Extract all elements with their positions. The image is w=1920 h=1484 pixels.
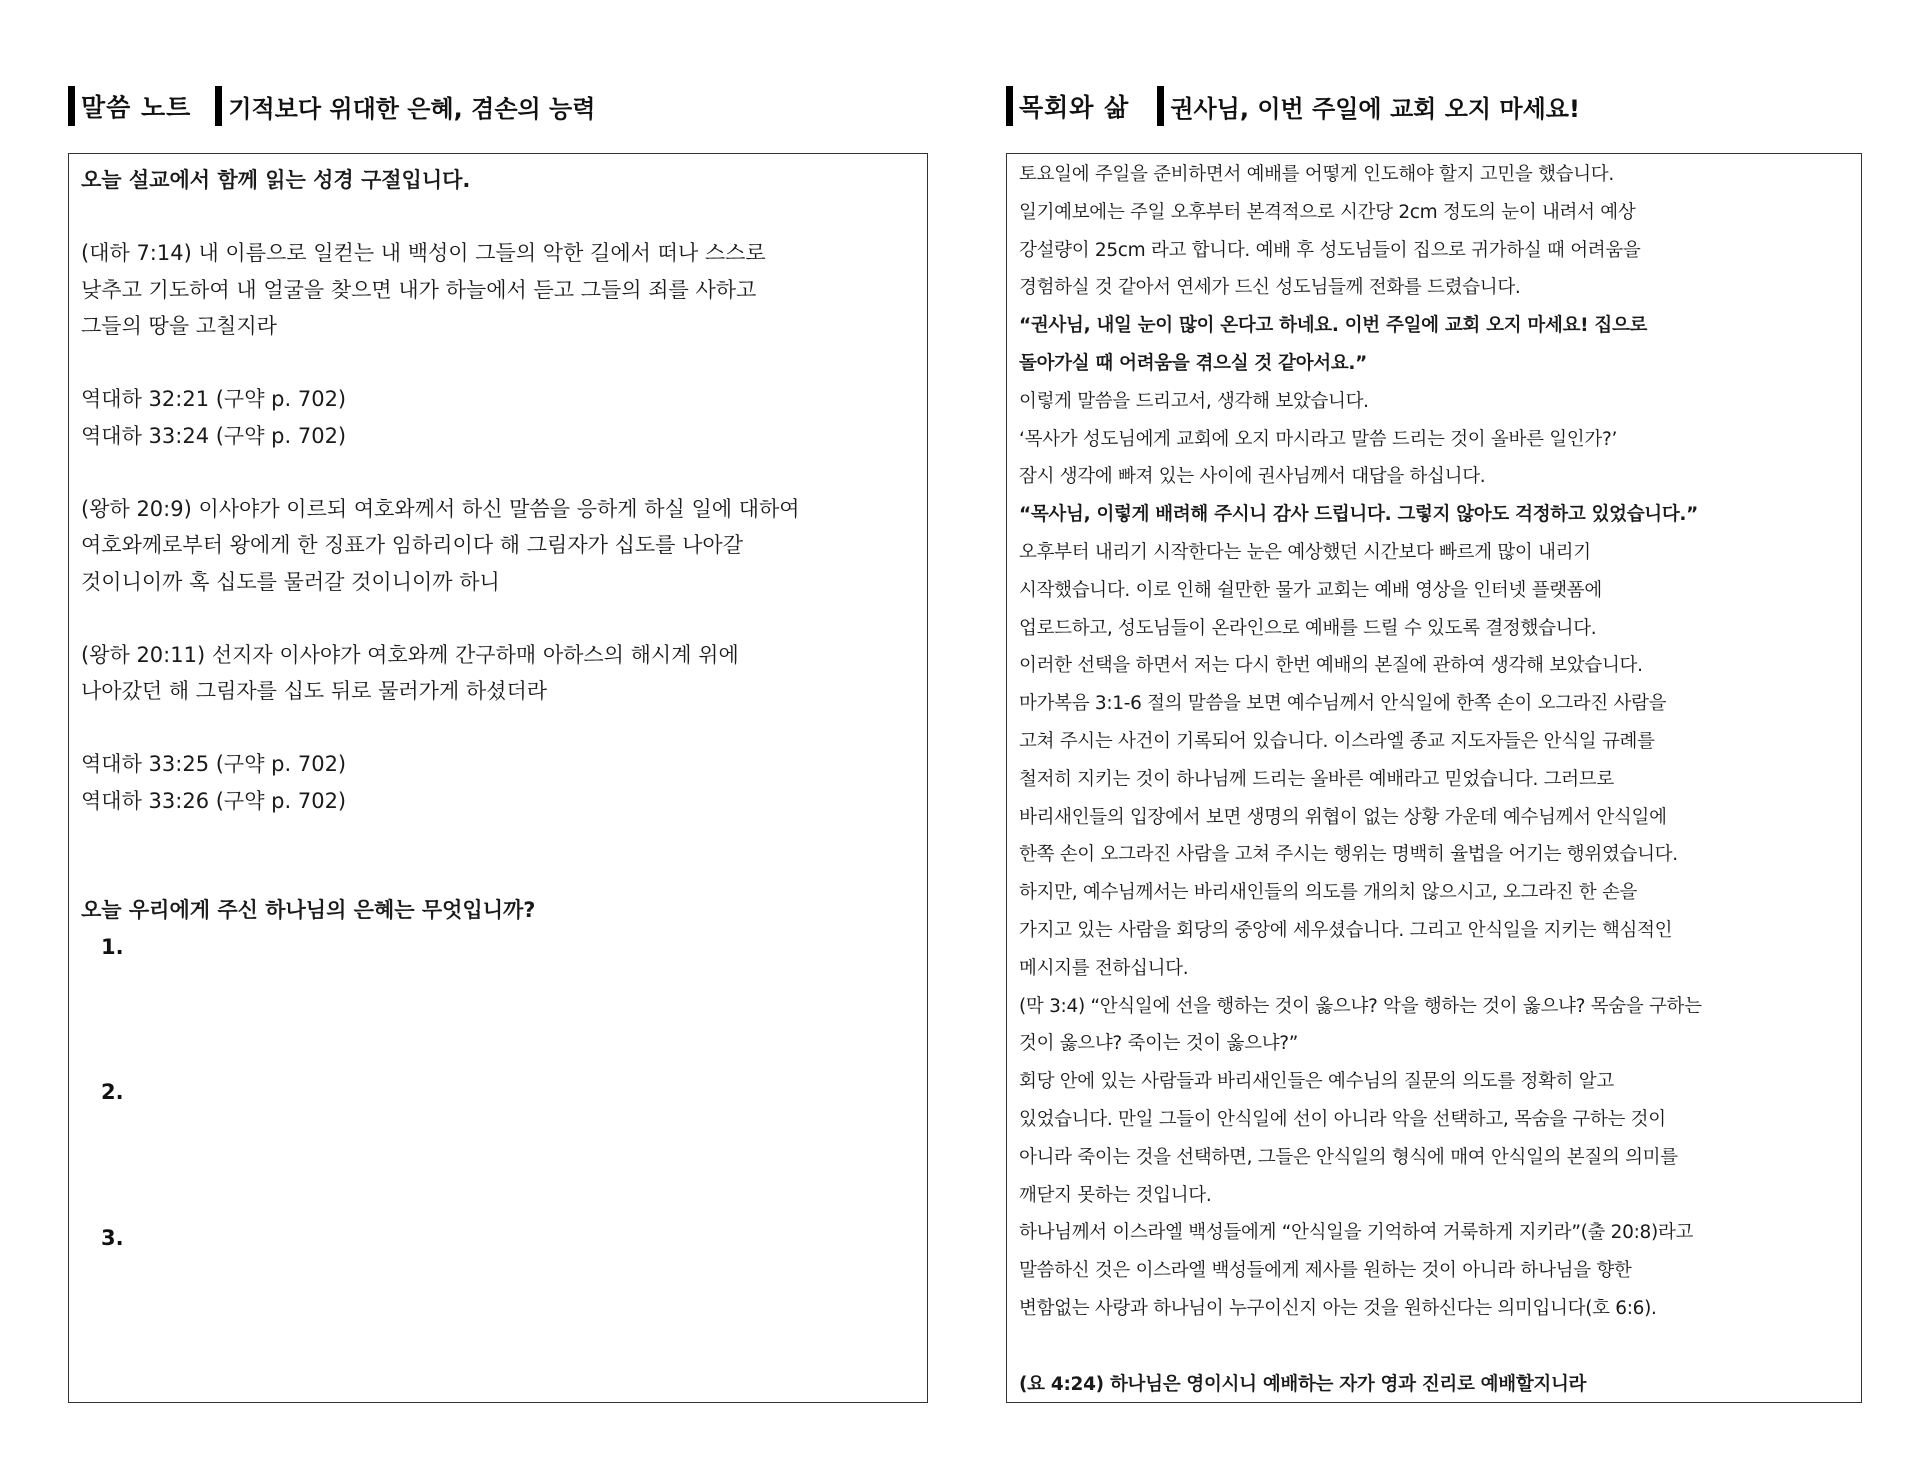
section-label: 말씀 노트 xyxy=(81,93,192,122)
article-line: ‘목사가 성도님에게 교회에 오지 마시라고 말씀 드리는 것이 올바른 일인가?’ xyxy=(1019,428,1618,450)
passage-line: 그들의 땅을 고칠지라 xyxy=(81,314,277,338)
article-line: 업로드하고, 성도님들이 온라인으로 예배를 드릴 수 있도록 결정했습니다. xyxy=(1019,617,1597,639)
article-line: (막 3:4) “안식일에 선을 행하는 것이 옳으냐? 악을 행하는 것이 옳으냐? 목숨을 구하는 xyxy=(1019,995,1702,1017)
scripture-reference: 역대하 32:21 (구약 p. 702) xyxy=(81,387,347,411)
scripture-reference: 역대하 33:24 (구약 p. 702) xyxy=(81,423,347,448)
section-label: 목회와 삶 xyxy=(1019,93,1130,122)
passage-line: 것이니이까 혹 십도를 물러갈 것이니이까 하니 xyxy=(81,569,500,594)
passage-line: 여호와께로부터 왕에게 한 징표가 임하리이다 해 그림자가 십도를 나아갈 xyxy=(81,533,743,557)
title-marker-bar xyxy=(215,86,222,126)
article-line: 돌아가실 때 어려움을 겪으실 것 같아서요.” xyxy=(1019,352,1367,374)
section-marker-bar xyxy=(1006,86,1013,126)
article-line: 있었습니다. 만일 그들이 안식일에 선이 아니라 악을 선택하고, 목숨을 구하는 것이 xyxy=(1019,1108,1666,1130)
answer-number: 2. xyxy=(101,1080,124,1104)
sermon-note-header xyxy=(68,86,595,126)
article-line: 메시지를 전하십니다. xyxy=(1019,957,1189,979)
article-line: 이러한 선택을 하면서 저는 다시 한번 예배의 본질에 관하여 생각해 보았습니다. xyxy=(1019,655,1643,677)
intro-text: 오늘 설교에서 함께 읽는 성경 구절입니다. xyxy=(81,168,471,192)
passage-line: 낮추고 기도하여 내 얼굴을 찾으면 내가 하늘에서 듣고 그들의 죄를 사하고 xyxy=(81,277,757,302)
article-line: 한쪽 손이 오그라진 사람을 고쳐 주시는 행위는 명백히 율법을 어기는 행위였습니다. xyxy=(1019,844,1678,866)
reflection-question: 오늘 우리에게 주신 하나님의 은혜는 무엇입니까? xyxy=(81,898,536,922)
article-line: 깨닫지 못하는 것입니다. xyxy=(1019,1184,1212,1206)
article-line: 철저히 지키는 것이 하나님께 드리는 올바른 예배라고 믿었습니다. 그러므로 xyxy=(1019,768,1614,790)
article-line: 것이 옳으냐? 죽이는 것이 옳으냐?” xyxy=(1019,1033,1299,1055)
article-line: 경험하실 것 같아서 연세가 드신 성도님들께 전화를 드렸습니다. xyxy=(1019,277,1521,299)
column-title: 권사님, 이번 주일에 교회 오지 마세요! xyxy=(1170,94,1580,123)
article-line: 가지고 있는 사람을 회당의 중앙에 세우셨습니다. 그리고 안식일을 지키는 핵심적인 xyxy=(1019,919,1673,941)
article-line: 말씀하신 것은 이스라엘 백성들에게 제사를 원하는 것이 아니라 하나님을 향한 xyxy=(1019,1260,1632,1282)
article-line: “목사님, 이렇게 배려해 주시니 감사 드립니다. 그렇지 않아도 걱정하고 있었습니다.” xyxy=(1019,504,1699,526)
article-line: 일기예보에는 주일 오후부터 본격적으로 시간당 2cm 정도의 눈이 내려서 예상 xyxy=(1019,201,1636,223)
passage-line: 나아갔던 해 그림자를 십도 뒤로 물러가게 하셨더라 xyxy=(81,679,548,703)
passage-line: (왕하 20:9) 이사야가 이르되 여호와께서 하신 말씀을 응하게 하실 일에 대하여 xyxy=(81,496,800,521)
article-line: 잠시 생각에 빠져 있는 사이에 권사님께서 대답을 하십니다. xyxy=(1019,466,1486,488)
answer-number: 3. xyxy=(101,1225,124,1250)
passage-line: (대하 7:14) 내 이름으로 일컫는 내 백성이 그들의 악한 길에서 떠나 스스로 xyxy=(81,241,766,265)
pastoral-life-header xyxy=(1006,86,1580,126)
answer-number: 1. xyxy=(101,934,124,959)
section-marker-bar xyxy=(68,86,75,126)
article-line: 시작했습니다. 이로 인해 쉴만한 물가 교회는 예배 영상을 인터넷 플랫폼에 xyxy=(1019,579,1602,601)
article-line xyxy=(1019,1328,1851,1366)
article-line: 강설량이 25cm 라고 합니다. 예배 후 성도님들이 집으로 귀가하실 때 어려움을 xyxy=(1019,239,1641,261)
article-line: 오후부터 내리기 시작한다는 눈은 예상했던 시간보다 빠르게 많이 내리기 xyxy=(1019,541,1591,563)
article-body xyxy=(1019,156,1851,1403)
pastoral-life-box xyxy=(1006,153,1862,1403)
article-line: 토요일에 주일을 준비하면서 예배를 어떻게 인도해야 할지 고민을 했습니다. xyxy=(1019,164,1614,185)
scripture-reference: 역대하 33:26 (구약 p. 702) xyxy=(81,788,347,813)
article-line: 하나님께서 이스라엘 백성들에게 “안식일을 기억하여 거룩하게 지키라”(출 20:8)라고 xyxy=(1019,1222,1694,1244)
sermon-title: 기적보다 위대한 은혜, 겸손의 능력 xyxy=(228,94,596,123)
article-line: 바리새인들의 입장에서 보면 생명의 위협이 없는 상황 가운데 예수님께서 안식일에 xyxy=(1019,806,1667,828)
article-line: 회당 안에 있는 사람들과 바리새인들은 예수님의 질문의 의도를 정확히 알고 xyxy=(1019,1071,1614,1093)
passage-line: (왕하 20:11) 선지자 이사야가 여호와께 간구하매 아하스의 해시계 위에 xyxy=(81,642,739,667)
sermon-note-box xyxy=(68,153,928,1403)
article-line: 마가복음 3:1-6 절의 말씀을 보면 예수님께서 안식일에 한쪽 손이 오그라진 사람을 xyxy=(1019,693,1667,715)
article-line: 이렇게 말씀을 드리고서, 생각해 보았습니다. xyxy=(1019,390,1369,412)
article-line: 하지만, 예수님께서는 바리새인들의 의도를 개의치 않으시고, 오그라진 한 손을 xyxy=(1019,882,1638,904)
scripture-reference: 역대하 33:25 (구약 p. 702) xyxy=(81,752,347,776)
title-marker-bar xyxy=(1157,86,1164,126)
article-line: 고쳐 주시는 사건이 기록되어 있습니다. 이스라엘 종교 지도자들은 안식일 규례를 xyxy=(1019,730,1655,752)
article-line: “권사님, 내일 눈이 많이 온다고 하네요. 이번 주일에 교회 오지 마세요! 집으로 xyxy=(1019,315,1648,337)
article-line: 변함없는 사랑과 하나님이 누구이신지 아는 것을 원하신다는 의미입니다(호 6:6). xyxy=(1019,1297,1657,1319)
article-line: (요 4:24) 하나님은 영이시니 예배하는 자가 영과 진리로 예배할지니라 xyxy=(1019,1373,1587,1395)
article-line: 아니라 죽이는 것을 선택하면, 그들은 안식일의 형식에 매여 안식일의 본질의 의미를 xyxy=(1019,1146,1678,1168)
